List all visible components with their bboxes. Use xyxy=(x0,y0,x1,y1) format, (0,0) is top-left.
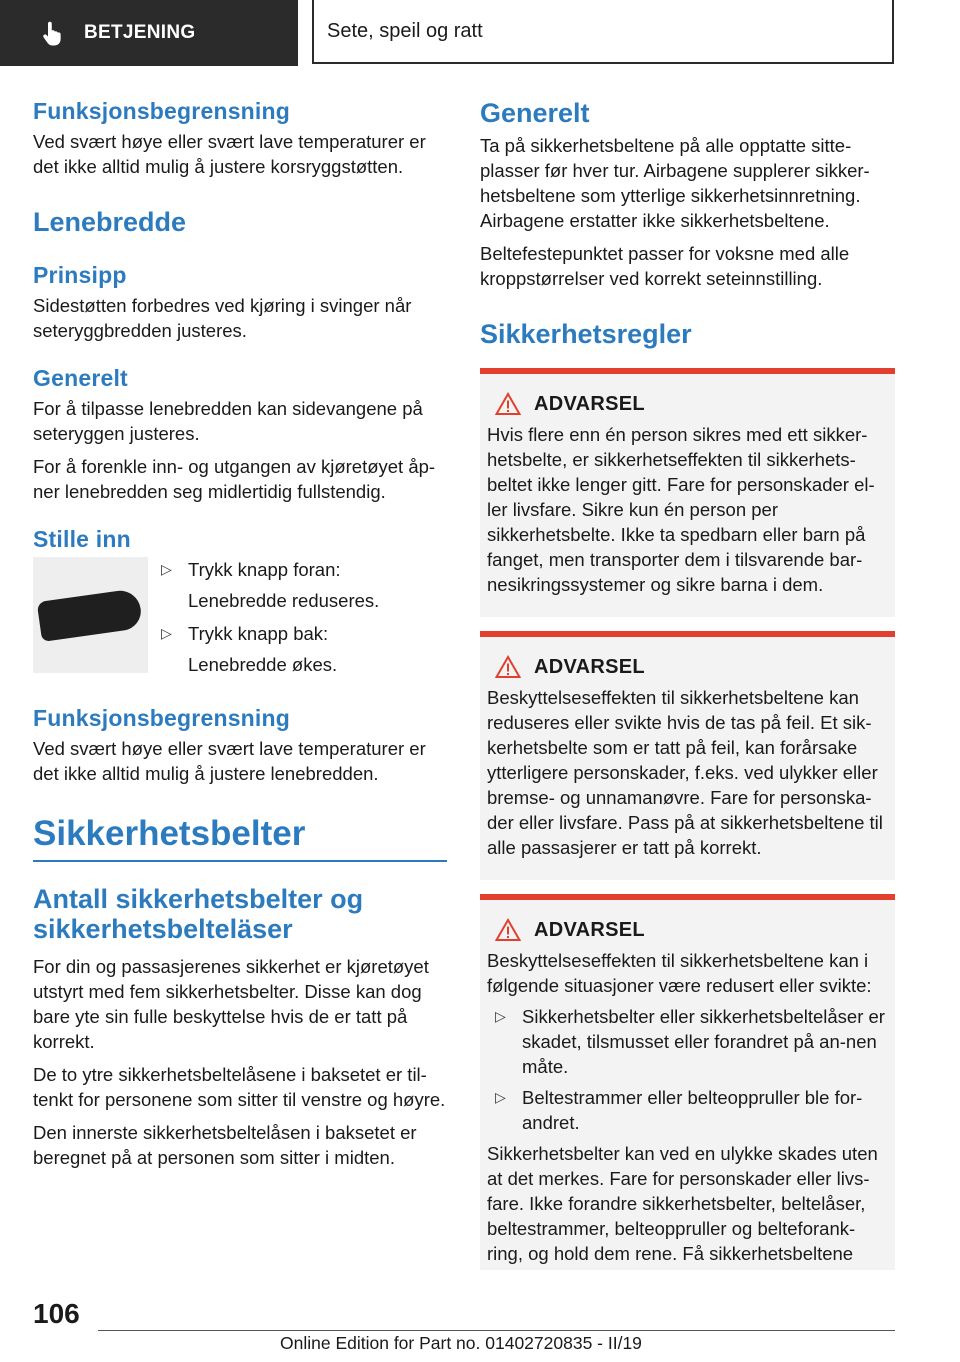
section-label: BETJENING xyxy=(84,22,196,43)
section-tab xyxy=(0,0,298,66)
triangle-bullet-icon: ▷ xyxy=(161,561,172,577)
warning-box xyxy=(480,894,895,1270)
warning-title: ADVARSEL xyxy=(534,655,645,678)
warning-text: Beskyttelseseffekten til sikkerhetsbeltene kan i følgende situasjoner være redusert eller svikte: xyxy=(487,950,872,996)
paragraph-funk2: Ved svært høye eller svært lave temperaturer er det ikke alltid mulig å justere lenebredden. xyxy=(33,738,426,784)
warning-triangle-icon xyxy=(495,655,521,679)
paragraph-generelt-right-2: Beltefestepunktet passer for voksne med alle kroppstørrelser ved korrekt seteinnstilling. xyxy=(480,243,850,289)
warning-triangle-icon xyxy=(495,392,521,416)
left-column xyxy=(33,98,447,1178)
list-item xyxy=(487,1085,888,1135)
warning-text-continued: Sikkerhetsbelter kan ved en ulykke skades uten at det merkes. Fare for personskader eller livs-fare. Ikke forandre sikkerhetsbelter, beltelåser, beltestrammer, belteoppruller og belteforank-ring, og hold dem rene. Få sikkerhetsbeltene xyxy=(487,1143,878,1264)
page-number: 106 xyxy=(33,1298,80,1329)
paragraph-prinsipp: Sidestøtten forbedres ved kjøring i svinger når seteryggbredden justeres. xyxy=(33,295,412,341)
heading-generelt-left: Generelt xyxy=(33,365,128,391)
chapter-tab xyxy=(312,0,894,64)
heading-generelt-right: Generelt xyxy=(480,98,590,128)
heading-stille-inn: Stille inn xyxy=(33,526,131,552)
edition-note: Online Edition for Part no. 01402720835 - II/19 xyxy=(280,1333,642,1353)
warning-box xyxy=(480,631,895,880)
step-action: Trykk knapp foran: xyxy=(188,559,341,580)
page-header xyxy=(0,0,960,66)
paragraph-generelt-1: For å tilpasse lenebredden kan sidevangene på seteryggen justeres. xyxy=(33,398,423,444)
paragraph-antall-1: For din og passasjerenes sikkerhet er kjøretøyet utstyrt med fem sikkerhetsbelter. Disse kan dog bare yte sin fulle beskyttelse hvis de er tatt på korrekt. xyxy=(33,956,429,1052)
triangle-bullet-icon: ▷ xyxy=(495,1008,506,1024)
heading-funksjonsbegrensning-1: Funksjonsbegrensning xyxy=(33,98,291,124)
footer-divider xyxy=(98,1330,895,1331)
list-item xyxy=(487,1004,888,1079)
triangle-bullet-icon: ▷ xyxy=(161,625,172,641)
warning-text: Beskyttelseseffekten til sikkerhetsbeltene kan reduseres eller svikte hvis de tas på feil. Et sik-kerhetsbelte som er tatt på feil, kan forårsake ytterligere personskader, f.eks. ved ulykker eller bremse- og unnamanøvre. Fare for personska-der eller livsfare. Pass på at sikkerhetsbeltene til alle passasjerer er tatt på korrekt. xyxy=(487,687,883,858)
step-result: Lenebredde økes. xyxy=(188,654,338,675)
step-item xyxy=(161,621,379,646)
paragraph-antall-3: Den innerste sikkerhetsbeltelåsen i baksetet er beregnet på at personen som sitter i midten. xyxy=(33,1122,417,1168)
paragraph-funk1: Ved svært høye eller svært lave temperaturer er det ikke alltid mulig å justere korsryggstøtten. xyxy=(33,131,426,177)
heading-sikkerhetsbelter: Sikkerhetsbelter xyxy=(33,814,447,862)
warning-box xyxy=(480,368,895,617)
step-action: Trykk knapp bak: xyxy=(188,623,329,644)
chapter-label: Sete, speil og ratt xyxy=(327,19,483,42)
right-column xyxy=(480,98,895,1270)
paragraph-antall-2: De to ytre sikkerhetsbeltelåsene i baksetet er til-tenkt for personene som sitter til venstre og høyre. xyxy=(33,1064,446,1110)
warning-title: ADVARSEL xyxy=(534,918,645,941)
heading-sikkerhetsregler: Sikkerhetsregler xyxy=(480,319,692,349)
warning-text: Hvis flere enn én person sikres med ett sikker-hetsbelte, er sikkerhetseffekten til sikkerhets-beltet ikke lenger gitt. Fare for personskader el-ler livsfare. Sikre kun én person per sikkerhetsbelte. Ikke ta spedbarn eller barn på fanget, men transporter dem i tilsvarende bar-nesikringssystemer og sikre barna i dem. xyxy=(487,424,875,595)
heading-antall: Antall sikkerhetsbelter og sikkerhetsbelteläser xyxy=(33,884,364,944)
step-item xyxy=(161,557,379,582)
heading-lenebredde: Lenebredde xyxy=(33,207,187,237)
seat-button-image xyxy=(33,557,148,673)
triangle-bullet-icon: ▷ xyxy=(495,1089,506,1105)
warning-triangle-icon xyxy=(495,918,521,942)
heading-prinsipp: Prinsipp xyxy=(33,262,127,288)
heading-funksjonsbegrensning-2: Funksjonsbegrensning xyxy=(33,705,291,731)
hand-pointer-icon xyxy=(38,18,68,48)
paragraph-generelt-right-1: Ta på sikkerhetsbeltene på alle opptatte sitte-plasser før hver tur. Airbagene supplerer sikker-hetsbeltene som ytterlige sikkerhetsinnretning. Airbagene erstatter ikke sikkerhetsbeltene. xyxy=(480,135,870,231)
step-list xyxy=(161,557,379,685)
stille-inn-block xyxy=(33,557,447,685)
warning-title: ADVARSEL xyxy=(534,392,645,415)
step-result: Lenebredde reduseres. xyxy=(188,590,380,611)
paragraph-generelt-2: For å forenkle inn- og utgangen av kjøretøyet åp-ner lenebredden seg midlertidig fullstendig. xyxy=(33,456,436,502)
list-item-text: Beltestrammer eller belteoppruller ble for-andret. xyxy=(522,1087,863,1133)
list-item-text: Sikkerhetsbelter eller sikkerhetsbeltelåser er skadet, tilsmusset eller forandret på an-nen måte. xyxy=(522,1006,885,1077)
